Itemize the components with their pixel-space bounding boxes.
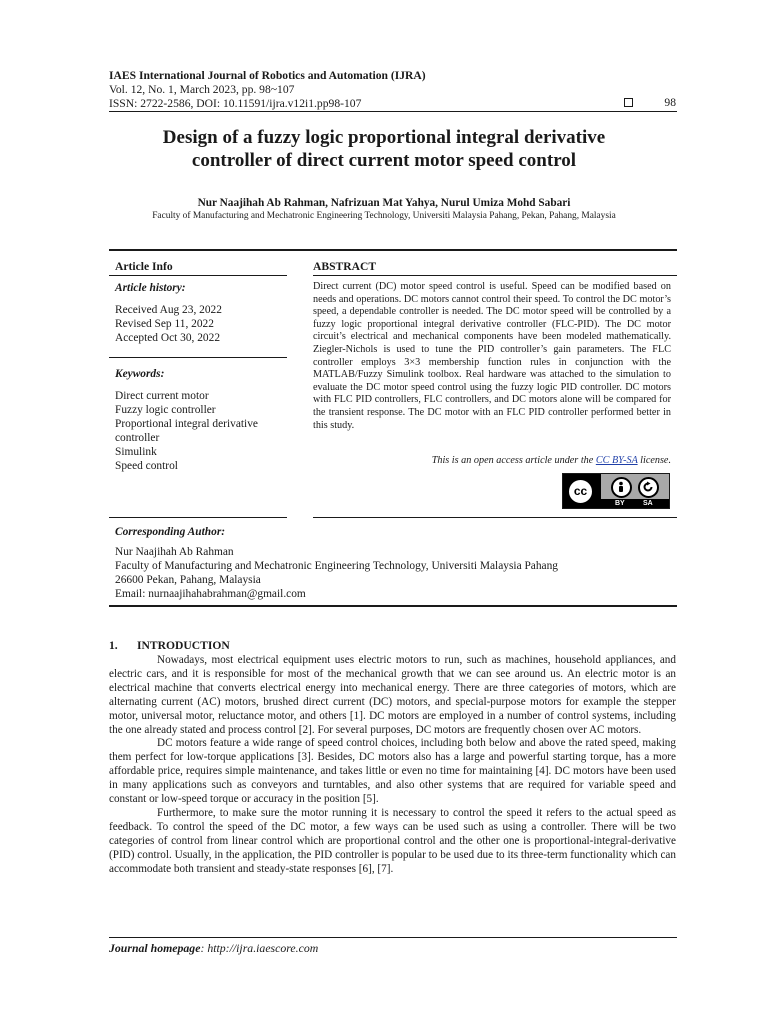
open-access-note [313,455,671,466]
intro-paragraph: Nowadays, most electrical equipment uses electric motors to run, such as machines, household appliances, and electric cars, and it is responsible for most of the mechanical growth that we can see around us. An electric motor is an electrical machine that converts electrical energy into mechanical energy. There are three categories of motors, which are alternating current (AC) motors, brushed direct current (DC) motors, and special-purpose motors for example the stepper motor, universal motor, reluctance motor, and others [1]. DC motors are employed in a number of control systems, including the one already stated and process control [2]. For several purposes, DC motors are frequently chosen over AC motors. [109,654,676,736]
badge-strip [601,499,669,508]
title-line-2: controller of direct current motor speed control [191,150,577,171]
footer-rule [109,937,677,938]
revised-date: Revised Sep 11, 2022 [115,318,214,330]
homepage-url[interactable]: : http://ijra.iaescore.com [200,941,319,955]
section-title: INTRODUCTION [137,639,230,652]
abstract-text: Direct current (DC) motor speed control is useful. Speed can be modified based on needs and operations. DC motors cannot control their speed. To control the DC motor’s speed, a dependable controller is needed. The DC motor speed will be controlled by a fuzzy logic proportional integral derivative controller (FLC-PID). The DC motor circuit’s electrical and mechanical components have been modeled mathematically. Ziegler-Nichols is used to tune the PID controller’s gain parameters. The FLC controller employs 3×3 membership function rules in conjunction with the MATLAB/Fuzzy Simulink toolbox. Real hardware was attached to the simulation to evaluate the DC motor speed control using the fuzzy logic PID controller. DC motors with FLC PID controllers, FLC controllers, and DC motors alone will be compared for the transient response. The DC motor with an FLC PID controller performed better in this study. [313,281,671,431]
corresponding-author [115,525,675,601]
section-bottom-rule [109,605,677,607]
title-line-1: Design of a fuzzy logic proportional integral derivative [162,127,606,148]
paper-title [100,126,668,172]
by-label: BY [615,500,625,507]
abstract-rule [313,275,677,276]
homepage-label: Journal homepage [109,941,201,955]
cc-by-sa-badge[interactable] [562,473,670,509]
abstract-bottom-rule [313,517,677,518]
journal-title: IAES International Journal of Robotics and Automation (IJRA) [109,69,426,82]
square-icon [624,98,633,107]
keyword: Simulink [115,446,157,458]
section-number: 1. [109,639,118,652]
keywords-heading: Keywords: [115,368,165,380]
sa-label: SA [643,500,653,507]
keyword: Proportional integral derivative [115,418,258,430]
history-heading: Article history: [115,282,186,294]
header-rule [109,111,677,112]
authors: Nur Naajihah Ab Rahman, Nafrizuan Mat Yahya, Nurul Umiza Mohd Sabari [197,197,571,209]
page-number: 98 [664,96,676,109]
person-icon [611,477,632,498]
cc-icon: cc [567,478,594,505]
corresponding-heading: Corresponding Author: [115,526,226,538]
corresponding-address: 26600 Pekan, Pahang, Malaysia [115,574,261,586]
article-info-rule [109,275,287,276]
keyword: Fuzzy logic controller [115,404,216,416]
introduction-heading [109,639,230,652]
abstract-heading: ABSTRACT [313,260,377,273]
journal-homepage [109,941,318,956]
volume-info: Vol. 12, No. 1, March 2023, pp. 98~107 [109,83,295,96]
accepted-date: Accepted Oct 30, 2022 [115,332,221,344]
intro-paragraph: Furthermore, to make sure the motor running it is necessary to control the speed it refers to the actual speed as feedback. To control the speed of the DC motor, a few ways can be used such as using a controller. There will be two categories of control from linear control which are proportional control and the other one is proportional-integral-derivative (PID) control. Usually, in the application, the PID controller is popular to be used due to its three-term functionality which can accommodate both transient and steady-state responses [6], [7]. [109,806,676,875]
corresponding-email[interactable]: Email: nurnaajihahabrahman@gmail.com [115,588,306,600]
license-link[interactable]: CC BY-SA [595,455,638,466]
affiliation: Faculty of Manufacturing and Mechatronic Engineering Technology, Universiti Malaysia Pahang, Pekan, Pahang, Malaysia [152,211,616,221]
keyword: controller [115,432,160,444]
oa-suffix: license. [637,455,671,466]
keywords-bottom-rule [109,517,287,518]
article-info-heading: Article Info [115,260,173,273]
journal-name [109,69,426,83]
history-rule [109,357,287,358]
article-history [115,281,293,345]
received-date: Received Aug 23, 2022 [115,304,222,316]
keywords-block [115,367,293,473]
share-alike-icon [638,477,659,498]
intro-paragraph: DC motors feature a wide range of speed control choices, including both below and above the rated speed, making them perfect for low-torque applications [3]. Besides, DC motors also has a large and powerful starting torque, has a more affordable price, requires simple maintenance, and takes little or even no time for maintaining [4]. DC motors have been used in many applications such as conveyors and turntables, and also other systems that are required for variable speed and constant or low-speed torque or accuracy in the position [5]. [109,737,676,806]
introduction-body [109,654,676,877]
keyword: Direct current motor [115,390,209,402]
section-top-rule [109,249,677,251]
issn-doi: ISSN: 2722-2586, DOI: 10.11591/ijra.v12i1.pp98-107 [109,97,362,110]
corresponding-dept: Faculty of Manufacturing and Mechatronic Engineering Technology, Universiti Malaysia Pahang [115,560,558,572]
oa-prefix: This is an open access article under the [431,455,596,466]
corresponding-name: Nur Naajihah Ab Rahman [115,546,234,558]
keyword: Speed control [115,460,178,472]
